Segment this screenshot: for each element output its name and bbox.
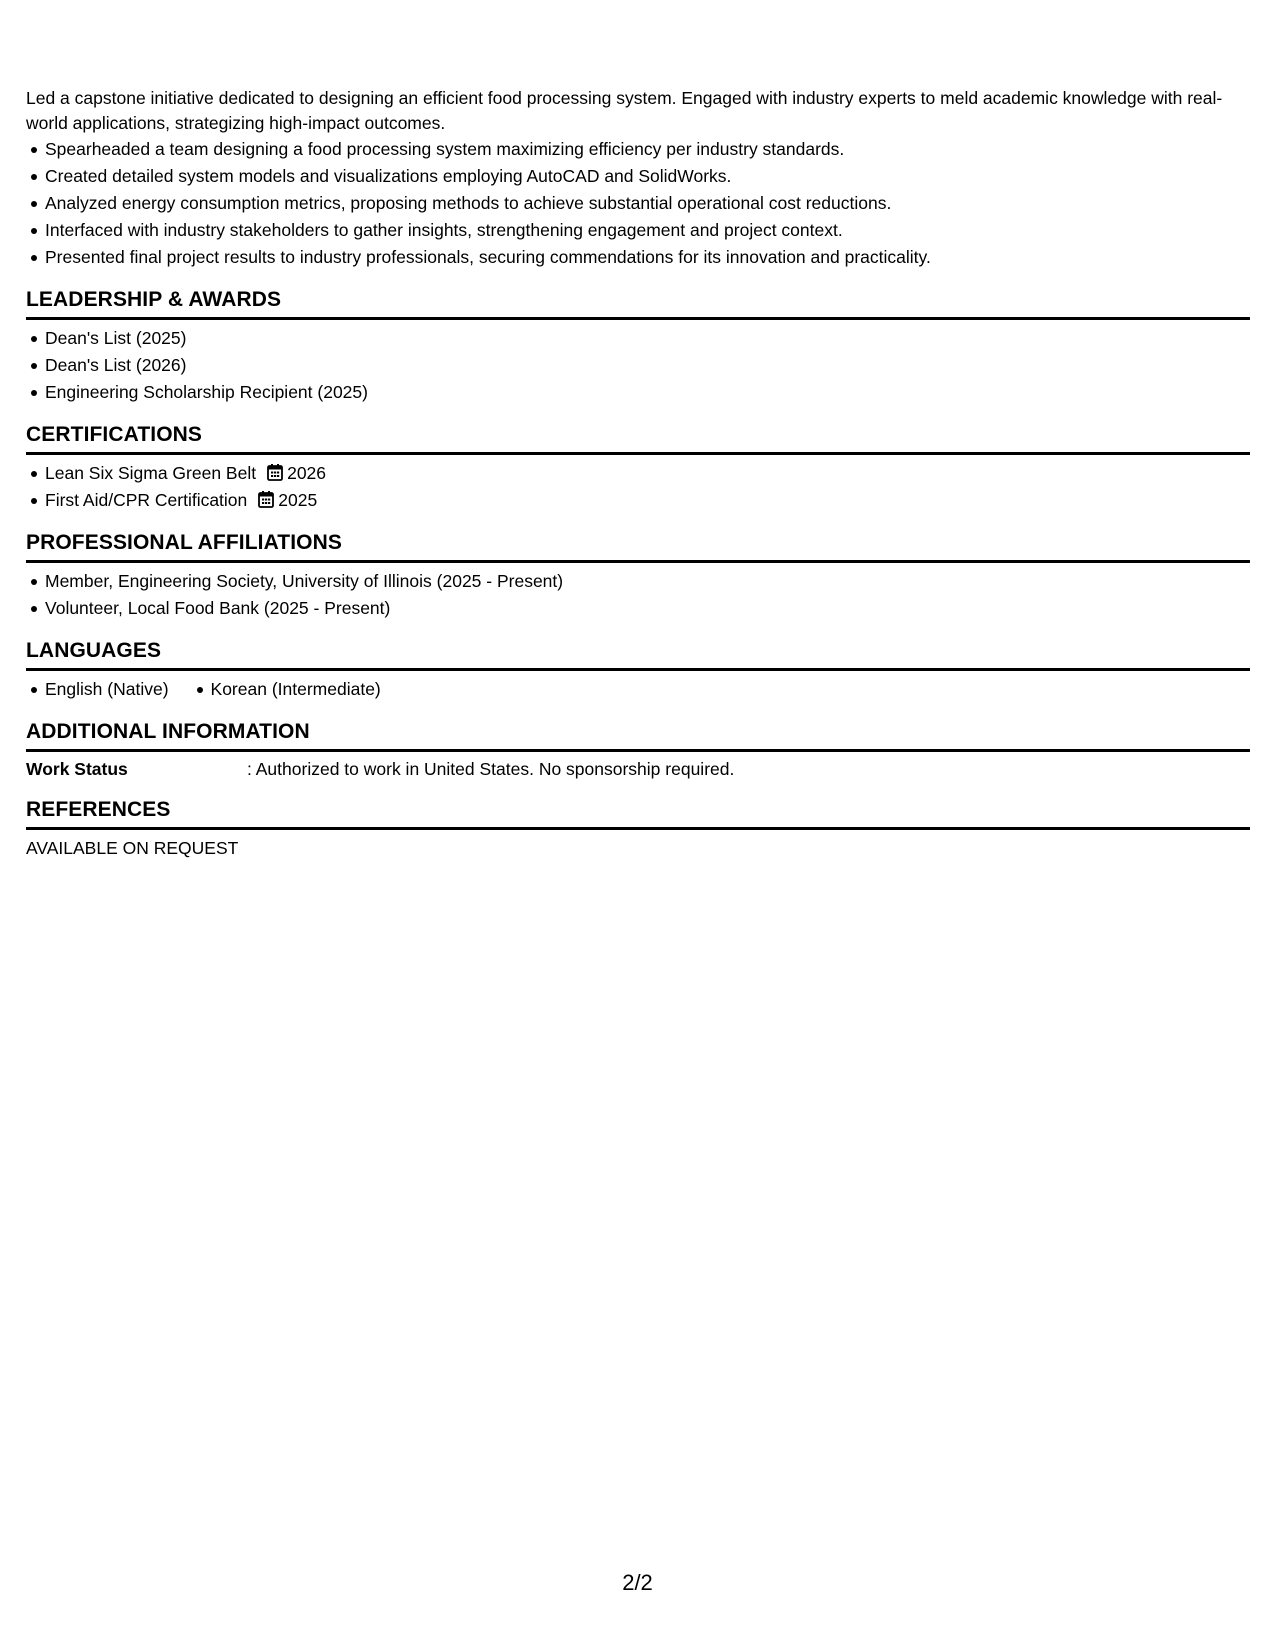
certifications-heading: CERTIFICATIONS xyxy=(26,422,1250,455)
list-item: Member, Engineering Society, University of Illinois (2025 - Present) xyxy=(45,568,1250,595)
list-item: Volunteer, Local Food Bank (2025 - Present) xyxy=(45,595,1250,622)
leadership-list xyxy=(26,325,1250,406)
references-heading: REFERENCES xyxy=(26,797,1250,830)
list-item: Engineering Scholarship Recipient (2025) xyxy=(45,379,1250,406)
calendar-icon xyxy=(267,463,283,481)
list-item: Interfaced with industry stakeholders to gather insights, strengthening engagement and project context. xyxy=(45,217,1250,244)
language-item: English (Native) xyxy=(45,676,169,703)
certification-item xyxy=(45,460,1250,487)
list-item: Presented final project results to industry professionals, securing commendations for its innovation and practicality. xyxy=(45,244,1250,271)
certification-year: 2026 xyxy=(287,463,327,483)
list-item: Dean's List (2026) xyxy=(45,352,1250,379)
leadership-heading: LEADERSHIP & AWARDS xyxy=(26,287,1250,320)
calendar-icon xyxy=(258,490,274,508)
languages-heading: LANGUAGES xyxy=(26,638,1250,671)
references-text: AVAILABLE ON REQUEST xyxy=(26,838,239,858)
additional-info-heading: ADDITIONAL INFORMATION xyxy=(26,719,1250,752)
languages-list xyxy=(26,676,1250,703)
list-item: Spearheaded a team designing a food processing system maximizing efficiency per industry standards. xyxy=(45,136,1250,163)
list-item: Dean's List (2025) xyxy=(45,325,1250,352)
resume-page xyxy=(26,86,1250,861)
affiliations-list xyxy=(26,568,1250,622)
work-status-value: : Authorized to work in United States. No sponsorship required. xyxy=(247,759,735,779)
certification-item xyxy=(45,487,1250,514)
list-item: Created detailed system models and visualizations employing AutoCAD and SolidWorks. xyxy=(45,163,1250,190)
affiliations-heading: PROFESSIONAL AFFILIATIONS xyxy=(26,530,1250,563)
certification-name: First Aid/CPR Certification xyxy=(45,490,248,510)
list-item: Analyzed energy consumption metrics, proposing methods to achieve substantial operational cost reductions. xyxy=(45,190,1250,217)
certification-name: Lean Six Sigma Green Belt xyxy=(45,463,257,483)
project-description: Led a capstone initiative dedicated to designing an efficient food processing system. Engaged with industry experts to meld academic knowledge with real-world applications, strategizing high-impact outcomes. xyxy=(26,88,1223,133)
certifications-list xyxy=(26,460,1250,514)
page-number: 2/2 xyxy=(622,1570,653,1595)
work-status-label: Work Status xyxy=(26,759,128,779)
work-status-row xyxy=(26,757,1250,781)
language-item: Korean (Intermediate) xyxy=(211,676,381,703)
certification-year: 2025 xyxy=(278,490,318,510)
project-bullets xyxy=(26,136,1250,271)
